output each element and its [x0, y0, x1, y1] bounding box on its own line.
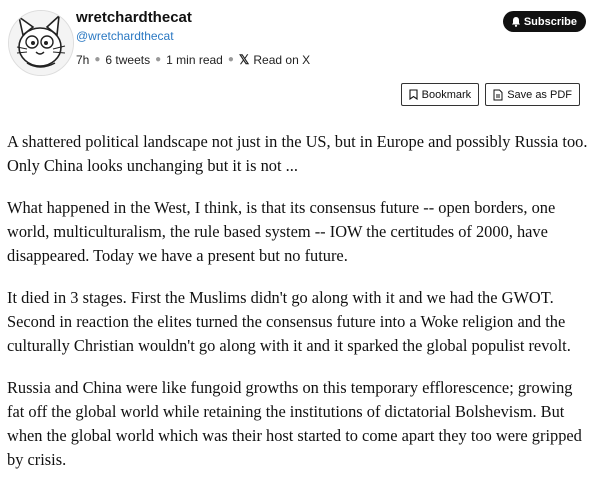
thread-meta	[76, 52, 310, 68]
thread-header	[8, 8, 592, 88]
separator-dot: ●	[155, 54, 162, 65]
separator-dot: ●	[227, 54, 234, 65]
avatar[interactable]	[8, 10, 74, 76]
cartoon-cat-icon	[9, 11, 73, 75]
bookmark-label: Bookmark	[421, 88, 472, 101]
subscribe-label: Subscribe	[523, 15, 577, 28]
x-logo-icon: 𝕏	[238, 52, 250, 67]
thread-actions	[401, 83, 580, 106]
read-on-x-link[interactable]	[239, 52, 310, 68]
tweet-count: 6 tweets	[105, 53, 151, 67]
bookmark-icon	[409, 89, 418, 100]
author-name[interactable]: wretchardthecat	[76, 9, 192, 26]
post-time: 7h	[76, 53, 90, 67]
tweet-paragraph: What happened in the West, I think, is that its consensus future -- open borders, one world, multiculturalism, the rule based system -- IOW the certitudes of 2000, have disappeared. Today we have a present but no future.	[7, 198, 556, 265]
subscribe-button[interactable]	[503, 11, 586, 32]
thread-content	[7, 130, 593, 490]
author-block	[76, 8, 310, 68]
tweet-paragraph: Russia and China were like fungoid growths on this temporary efflorescence; growing fat off the global world while retaining the institutions of dictatorial Bolshevism. But when the global world which was their host started to come apart they too were gripped by crisis.	[7, 378, 582, 469]
read-time: 1 min read	[166, 53, 223, 67]
bell-icon	[511, 16, 521, 27]
pdf-document-icon	[493, 89, 503, 101]
author-handle[interactable]: @wretchardthecat	[76, 29, 174, 43]
read-on-x-label: Read on X	[253, 53, 311, 67]
save-pdf-button[interactable]	[485, 83, 580, 106]
separator-dot: ●	[94, 54, 101, 65]
tweet-paragraph: A shattered political landscape not just in the US, but in Europe and possibly Russia too. Only China looks unchanging but it is not ...	[7, 132, 588, 175]
save-pdf-label: Save as PDF	[507, 88, 572, 101]
bookmark-button[interactable]	[401, 83, 480, 106]
tweet-paragraph: It died in 3 stages. First the Muslims didn't go along with it and we had the GWOT. Second in reaction the elites turned the consensus future into a Woke religion and the culturally Christian wouldn't go along with it and it sparked the global populist revolt.	[7, 288, 571, 355]
